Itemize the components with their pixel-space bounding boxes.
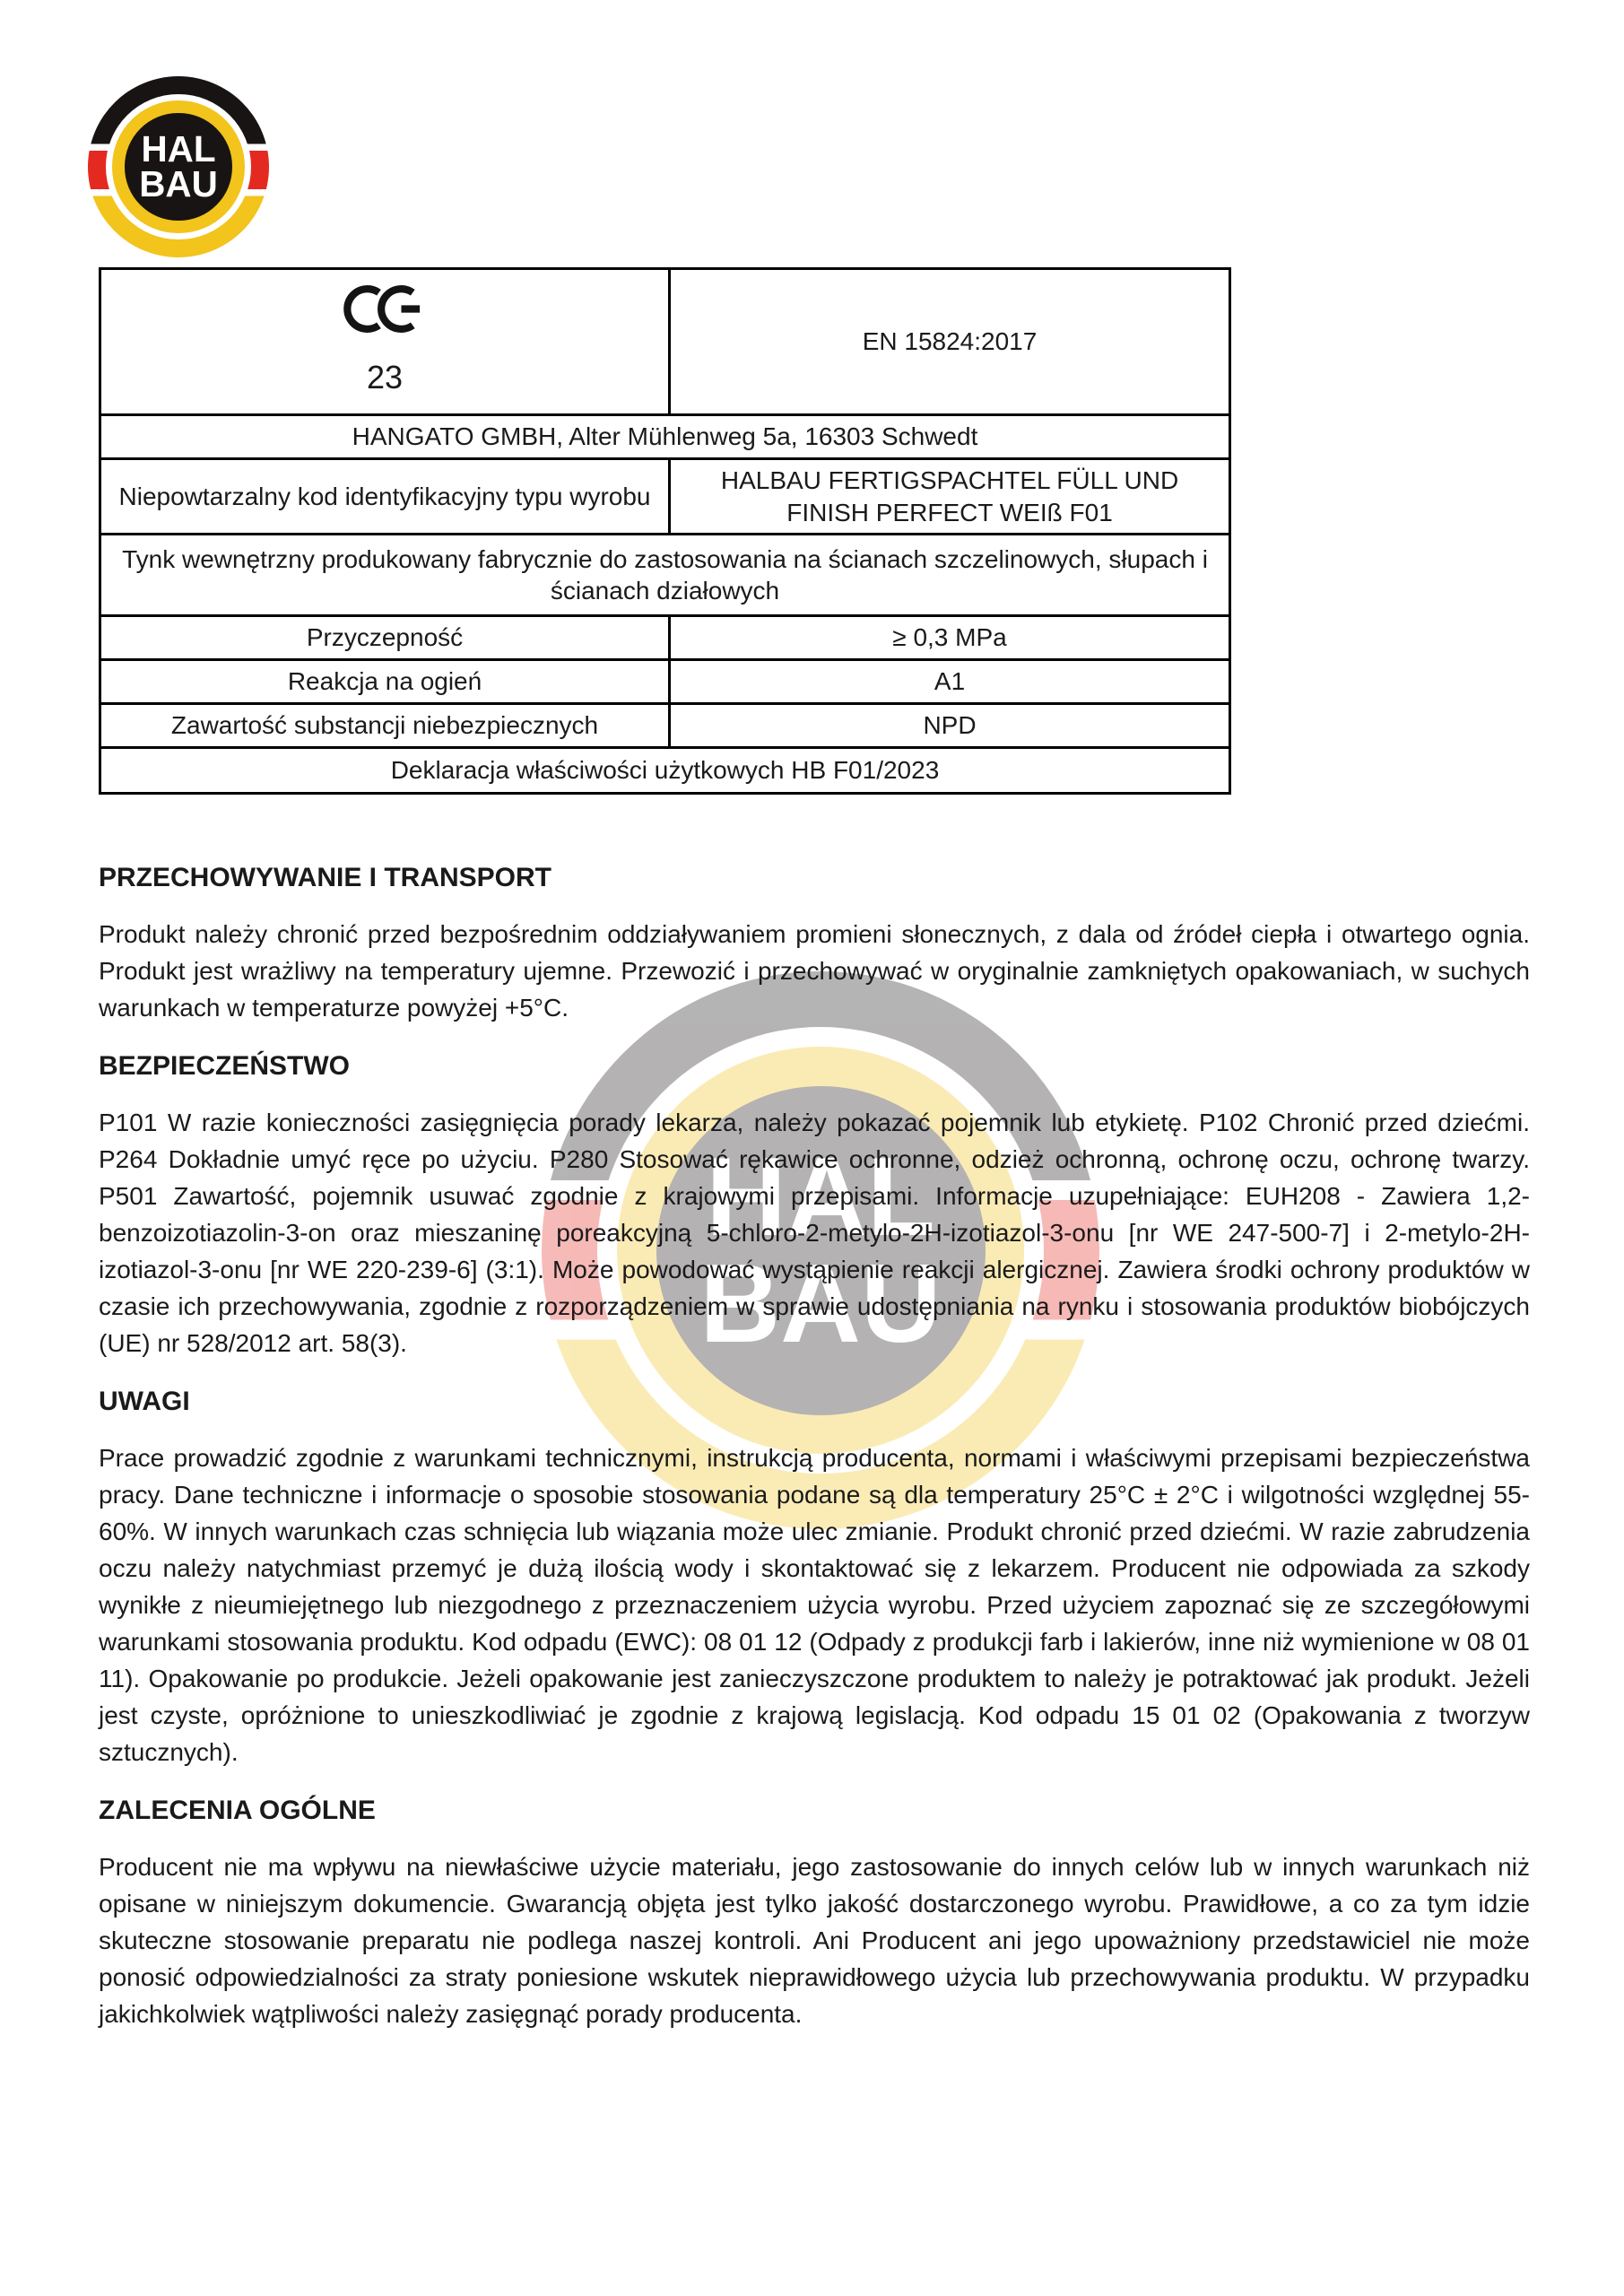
table-row-intended-use bbox=[100, 535, 1230, 616]
ce-declaration-table bbox=[99, 267, 1231, 795]
table-row-product-code bbox=[100, 458, 1230, 535]
standard-reference: EN 15824:2017 bbox=[670, 269, 1230, 415]
product-code-label: Niepowtarzalny kod identyfikacyjny typu wyrobu bbox=[100, 458, 670, 535]
ce-mark-icon bbox=[343, 284, 426, 334]
table-row-adhesion bbox=[100, 616, 1230, 660]
ce-mark-cell bbox=[100, 269, 670, 415]
intended-use: Tynk wewnętrzny produkowany fabrycznie do zastosowania na ścianach szczelinowych, słupach i ścianach działowych bbox=[100, 535, 1230, 616]
table-row-declaration bbox=[100, 747, 1230, 793]
ce-year-number: 23 bbox=[366, 359, 404, 396]
section-body: Prace prowadzić zgodnie z warunkami technicznymi, instrukcją producenta, normami i właściwymi przepisami bezpieczeństwa pracy. Dane techniczne i informacje o sposobie stosowania podane są dla temperatury 25°C ± 2°C i wilgotności względnej 55-60%. W innych warunkach czas schnięcia lub wiązania może ulec zmianie. Produkt chronić przed dziećmi. W razie zabrudzenia oczu należy natychmiast przemyć je dużą ilością wody i skontaktować się z lekarzem. Producent nie odpowiada za szkody wynikłe z nieumiejętnego lub niezgodnego z przeznaczeniem użycia wyrobu. Przed użyciem zapoznać się ze szczegółowymi warunkami stosowania produktu. Kod odpadu (EWC): 08 01 12 (Odpady z produkcji farb i lakierów, inne niż wymienione w 08 01 11). Opakowanie po produkcie. Jeżeli opakowanie jest zanieczyszczone produktem to należy je potraktować jak produkt. Jeżeli jest czyste, opróżnione to unieszkodliwiać je zgodnie z krajową legislacją. Kod odpadu 15 01 02 (Opakowania z tworzyw sztucznych). bbox=[99, 1443, 1530, 1766]
product-name: HALBAU FERTIGSPACHTEL FÜLL UND FINISH PERFECT WEIß F01 bbox=[670, 458, 1230, 535]
logo-text-bottom: BAU bbox=[139, 163, 218, 204]
section-heading: UWAGI bbox=[99, 1386, 190, 1416]
section-heading: BEZPIECZEŃSTWO bbox=[99, 1050, 351, 1081]
section-remarks bbox=[99, 1383, 1530, 1770]
ce-mark-stack bbox=[110, 284, 659, 398]
property-label-fire-reaction: Reakcja na ogień bbox=[100, 660, 670, 704]
section-heading: ZALECENIA OGÓLNE bbox=[99, 1795, 376, 1825]
table-row-hazardous-substances bbox=[100, 704, 1230, 748]
watermark-logo-text-bottom: BAU bbox=[699, 1241, 942, 1366]
section-general-recommendations bbox=[99, 1792, 1530, 2032]
halbau-logo bbox=[88, 76, 269, 257]
logo-text-top: HAL bbox=[141, 128, 216, 170]
section-safety bbox=[99, 1048, 1530, 1366]
property-value-hazardous-substances: NPD bbox=[670, 704, 1230, 748]
table-row-fire-reaction bbox=[100, 660, 1230, 704]
section-body: P101 W razie konieczności zasięgnięcia porady lekarza, należy pokazać pojemnik lub etykietę. P102 Chronić przed dziećmi. P264 Dokładnie umyć ręce po użyciu. P280 Stosować rękawice ochronne, odzież ochronną, ochronę oczu, ochronę twarzy. P501 Zawartość, pojemnik usuwać zgodnie z krajowymi przepisami. Informacje uzupełniające: EUH208 - Zawiera 1,2- benzoizotiazolin-3-on oraz mieszaninę poreakcyjną 5-chloro-2-metylo-2H-izotiazol-3-onu [nr WE 247-500-7] i 2-metylo-2H-izotiazol-3-onu [nr WE 220-239-6] (3:1). Może powodować wystąpienie reakcji alergicznej. Zawiera środki ochrony produktów w czasie ich przechowywania, zgodnie z rozporządzeniem w sprawie udostępniania na rynku i stosowania produktów biobójczych (UE) nr 528/2012 art. 58(3). bbox=[99, 1108, 1530, 1357]
manufacturer-address: HANGATO GMBH, Alter Mühlenweg 5a, 16303 Schwedt bbox=[100, 415, 1230, 459]
section-body: Produkt należy chronić przed bezpośrednim oddziaływaniem promieni słonecznych, z dala od źródeł ciepła i otwartego ognia. Produkt jest wrażliwy na temperatury ujemne. Przewozić i przechowywać w oryginalnie zamkniętych opakowaniach, w suchych warunkach w temperaturze powyżej +5°C. bbox=[99, 919, 1530, 1022]
table-row-manufacturer bbox=[100, 415, 1230, 459]
property-value-adhesion: ≥ 0,3 MPa bbox=[670, 616, 1230, 660]
property-label-hazardous-substances: Zawartość substancji niebezpiecznych bbox=[100, 704, 670, 748]
declaration-of-performance: Deklaracja właściwości użytkowych HB F01/2023 bbox=[100, 747, 1230, 793]
watermark-logo-text-top: HAL bbox=[706, 1134, 935, 1259]
property-value-fire-reaction: A1 bbox=[670, 660, 1230, 704]
section-storage-transport bbox=[99, 859, 1530, 1026]
property-label-adhesion: Przyczepność bbox=[100, 616, 670, 660]
section-body: Producent nie ma wpływu na niewłaściwe użycie materiału, jego zastosowanie do innych celów lub w innych warunkach niż opisane w niniejszym dokumencie. Gwarancją objęta jest tylko jakość dostarczonego wyrobu. Prawidłowe, a co za tym idzie skuteczne stosowanie preparatu nie podlega naszej kontroli. Ani Producent ani jego upoważniony przedstawiciel nie może ponosić odpowiedzialności za straty poniesione wskutek nieprawidłowego użycia lub przechowywania produktu. W przypadku jakichkolwiek wątpliwości należy zasięgnąć porady producenta. bbox=[99, 1852, 1530, 2028]
logo-center-disc bbox=[125, 113, 231, 220]
section-heading: PRZECHOWYWANIE I TRANSPORT bbox=[99, 862, 552, 892]
table-row-ce-standard bbox=[100, 269, 1230, 415]
